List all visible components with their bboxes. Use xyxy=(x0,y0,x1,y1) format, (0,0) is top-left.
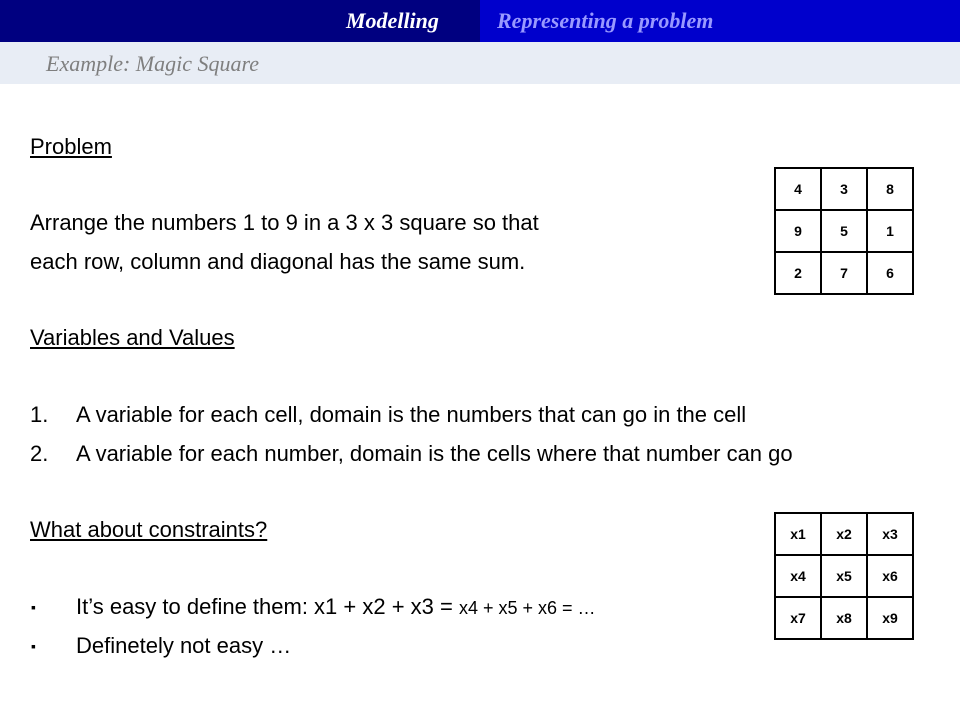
table-row xyxy=(775,597,913,639)
table-cell: 8 xyxy=(867,168,913,210)
bullet-text-1 xyxy=(76,594,596,621)
bullet-text-1-small: x4 + x5 + x6 = … xyxy=(458,598,596,618)
bullet-icon: ▪ xyxy=(31,638,36,654)
header-subtitle: Representing a problem xyxy=(497,8,714,33)
header-bar xyxy=(0,0,960,42)
problem-line-1: Arrange the numbers 1 to 9 in a 3 x 3 square so that xyxy=(30,210,539,235)
variables-heading: Variables and Values xyxy=(30,325,235,350)
section-title: Example: Magic Square xyxy=(46,51,260,76)
table-cell: x7 xyxy=(775,597,821,639)
problem-line-2: each row, column and diagonal has the same sum. xyxy=(30,249,526,274)
header-title: Modelling xyxy=(346,8,439,33)
table-cell: x5 xyxy=(821,555,867,597)
bullet-text-1-main: It’s easy to define them: x1 + x2 + x3 = xyxy=(76,594,459,619)
variable-square-table xyxy=(774,512,914,640)
table-row xyxy=(775,513,913,555)
table-cell: x1 xyxy=(775,513,821,555)
magic-square-table xyxy=(774,167,914,295)
table-cell: 6 xyxy=(867,252,913,294)
table-cell: 5 xyxy=(821,210,867,252)
table-cell: 3 xyxy=(821,168,867,210)
bullet-icon: ▪ xyxy=(31,599,36,615)
variables-item-text: A variable for each cell, domain is the numbers that can go in the cell xyxy=(76,402,747,427)
table-cell: 1 xyxy=(867,210,913,252)
table-cell: x2 xyxy=(821,513,867,555)
variables-item-number: 2. xyxy=(30,441,49,466)
table-row xyxy=(775,168,913,210)
constraints-heading: What about constraints? xyxy=(30,517,268,542)
variables-item-number: 1. xyxy=(30,402,49,427)
table-cell: 7 xyxy=(821,252,867,294)
table-cell: x4 xyxy=(775,555,821,597)
table-cell: x9 xyxy=(867,597,913,639)
table-row xyxy=(775,555,913,597)
variables-item-text: A variable for each number, domain is the cells where that number can go xyxy=(76,441,793,466)
table-row xyxy=(775,210,913,252)
table-cell: 2 xyxy=(775,252,821,294)
table-cell: x3 xyxy=(867,513,913,555)
table-row xyxy=(775,252,913,294)
table-cell: x6 xyxy=(867,555,913,597)
table-cell: 4 xyxy=(775,168,821,210)
table-cell: x8 xyxy=(821,597,867,639)
bullet-text-2: Definetely not easy … xyxy=(76,633,292,658)
problem-heading: Problem xyxy=(30,134,112,159)
table-cell: 9 xyxy=(775,210,821,252)
